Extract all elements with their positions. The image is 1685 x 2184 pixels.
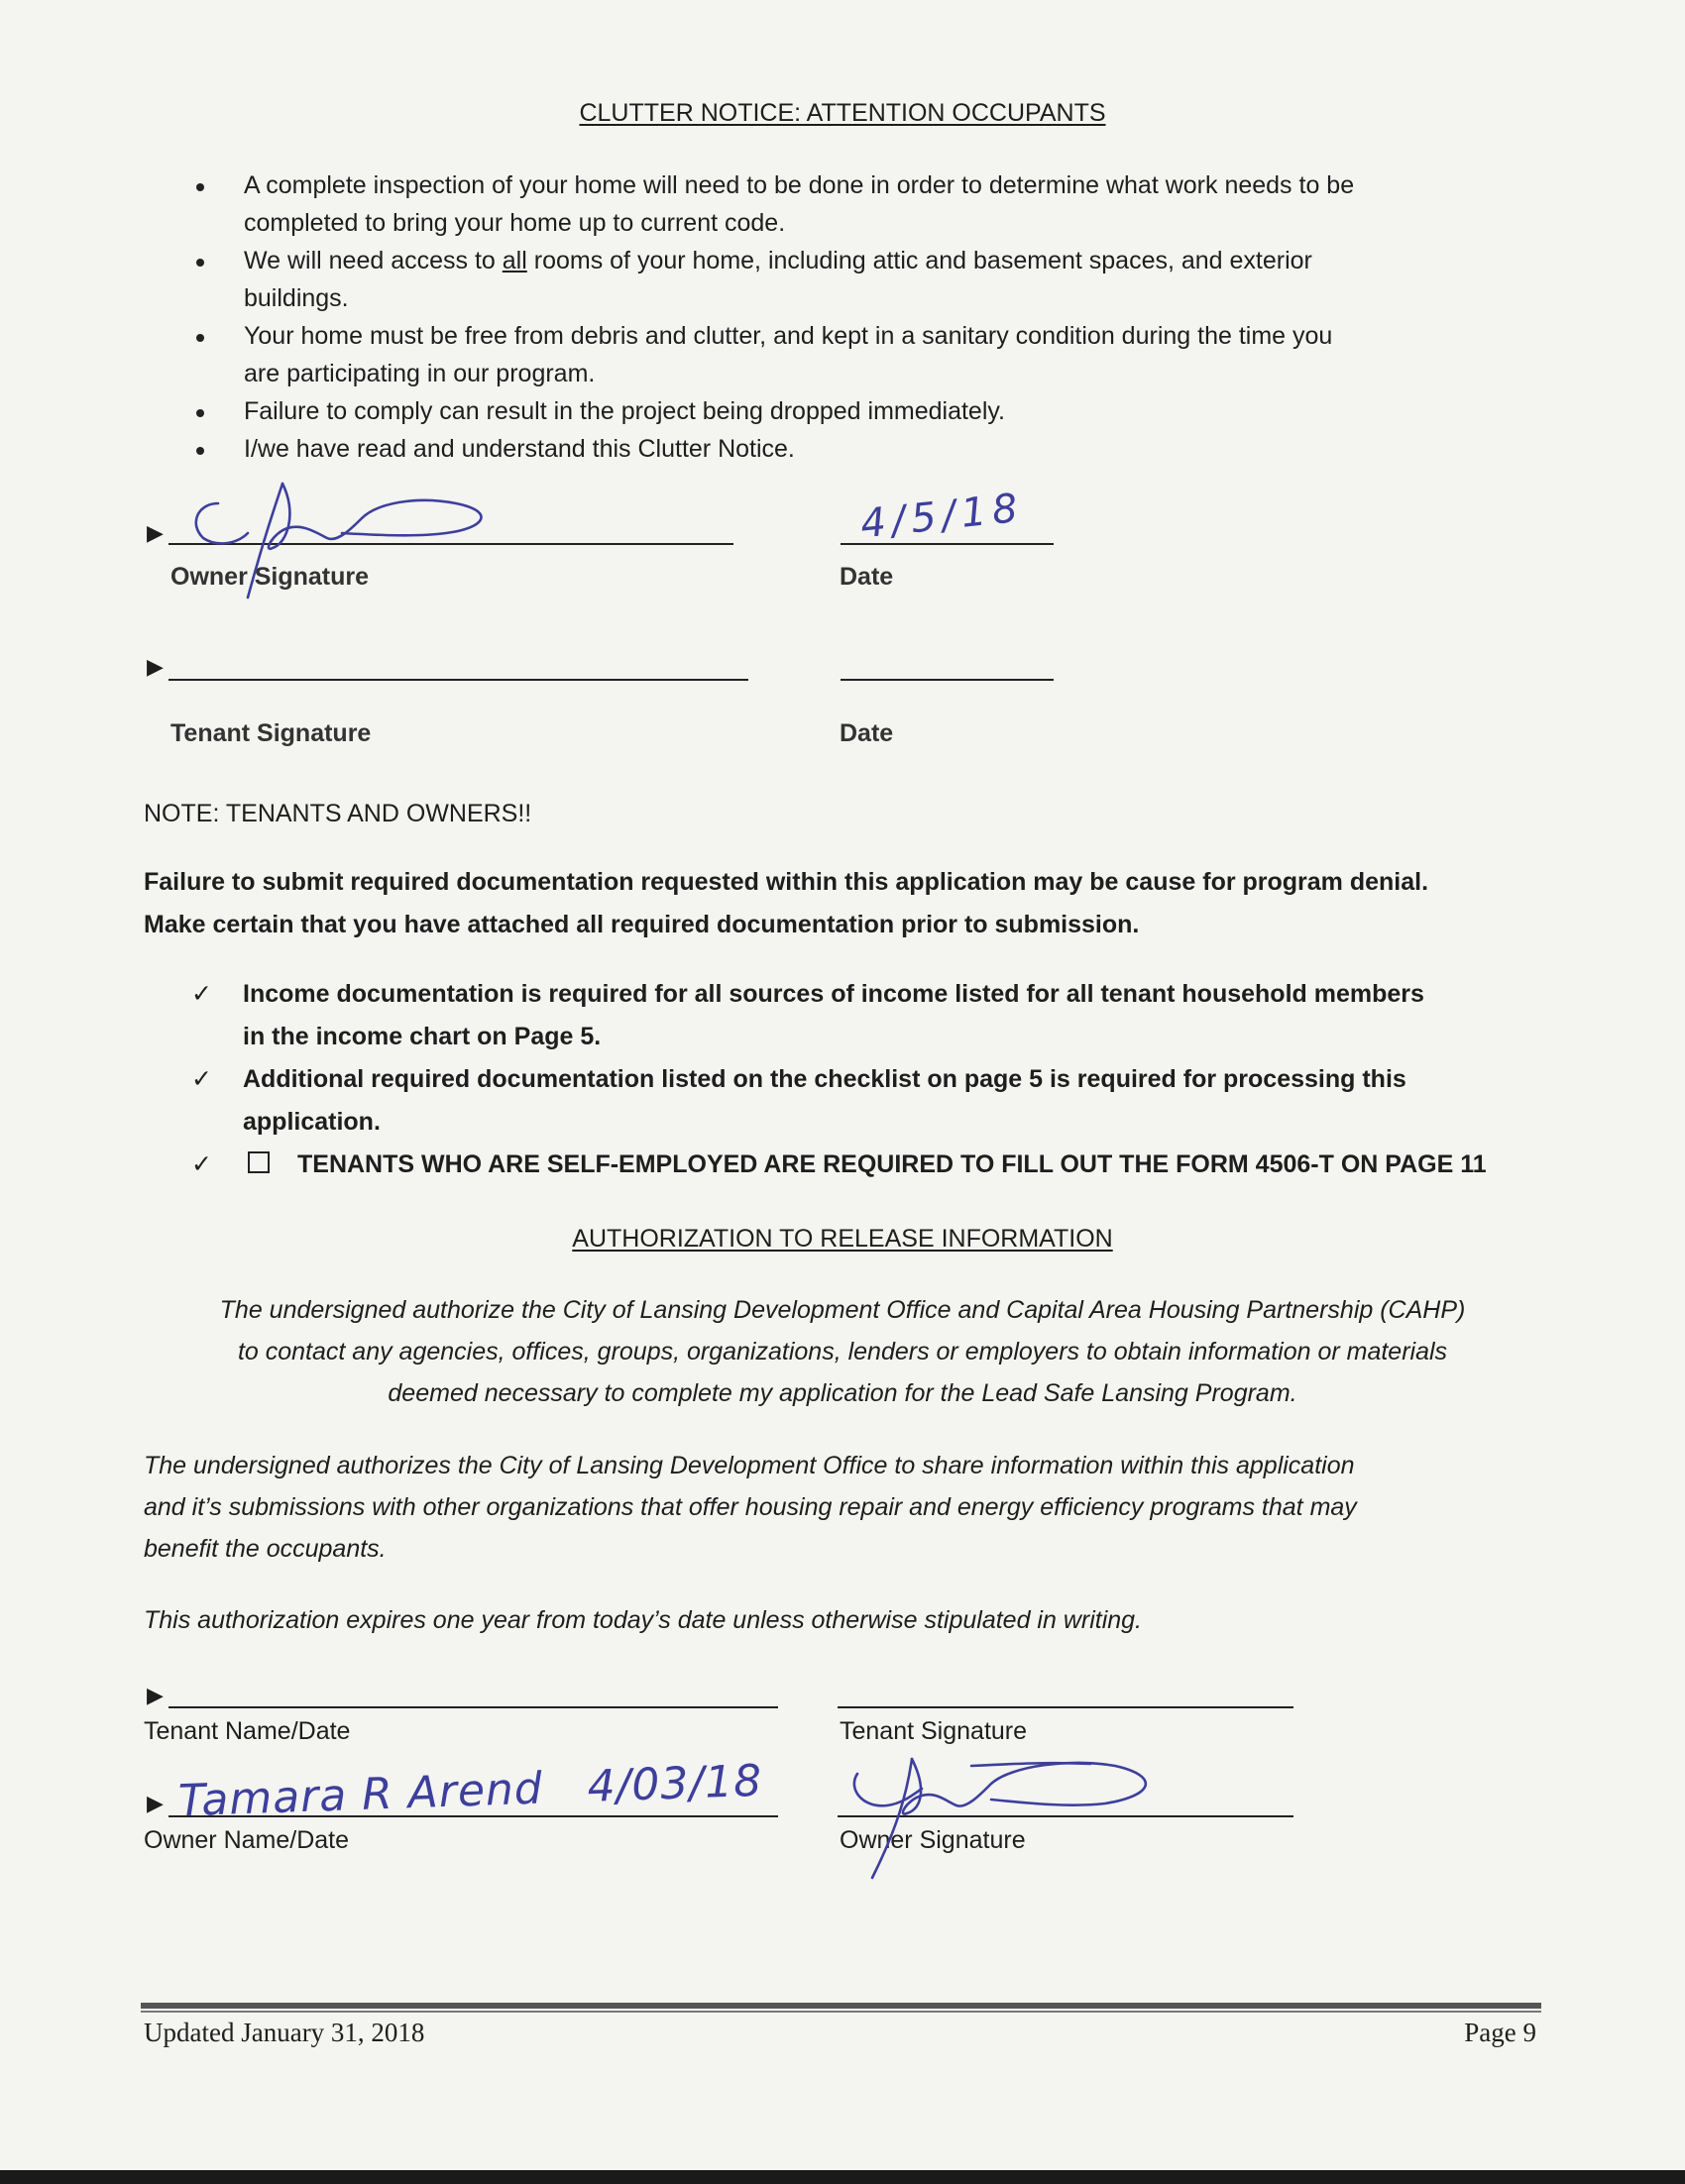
note-line-2: Make certain that you have attached all required documentation prior to submission.	[144, 911, 1140, 938]
authorization-paragraph-1: The undersigned authorize the City of Lansing Development Office and Capital Area Housing Partnership (CAHP) to contact any agencies, offices, groups, organizations, lenders or employers to obtain information or materials deemed necessary to complete my application for the Lead Safe Lansing Program.	[219, 1296, 1466, 1407]
authorization-paragraph-2: The undersigned authorizes the City of Lansing Development Office to share information within this application and it’s submissions with other organizations that offer housing repair and energy efficiency programs that may benefit the occupants.	[144, 1452, 1357, 1563]
owner-date-label: Date	[840, 563, 894, 591]
owner-signature-scribble-2	[842, 1734, 1170, 1883]
clutter-notice-title: CLUTTER NOTICE: ATTENTION OCCUPANTS	[579, 99, 1106, 127]
required-documents-list	[188, 973, 1556, 1186]
checkmark-icon: ✓	[191, 1065, 212, 1093]
footer-rule-thin	[141, 2011, 1541, 2013]
note-line-1: Failure to submit required documentation requested within this application may be cause for program denial.	[144, 868, 1429, 896]
tenant-name-date-line[interactable]	[168, 1706, 778, 1708]
list-item: Your home must be free from debris and clutter, and kept in a sanitary condition during the time you are participating in our program.	[188, 317, 1536, 392]
footer-rule	[141, 2003, 1541, 2009]
owner-date-handwritten: 4/5/18	[858, 485, 1026, 548]
arrow-marker-icon: ▶	[147, 520, 164, 545]
list-item: I/we have read and understand this Clutter Notice.	[188, 430, 1536, 468]
note-heading: NOTE: TENANTS AND OWNERS!!	[144, 800, 532, 827]
arrow-marker-icon: ▶	[147, 654, 164, 679]
footer-page-number: Page 9	[1464, 2018, 1536, 2047]
list-item: ✓ Income documentation is required for all sources of income listed for all tenant household members in the income chart on Page 5.	[188, 973, 1556, 1058]
tenant-signature-label: Tenant Signature	[170, 719, 372, 747]
owner-signature-scribble	[178, 474, 515, 602]
list-item: ✓ Additional required documentation listed on the checklist on page 5 is required for processing this application.	[188, 1058, 1556, 1144]
tenant-date-label: Date	[840, 719, 894, 747]
self-employed-checkbox[interactable]	[248, 1151, 270, 1173]
checkmark-icon: ✓	[191, 980, 212, 1008]
authorization-expiration: This authorization expires one year from today’s date unless otherwise stipulated in writing.	[144, 1606, 1143, 1634]
tenant-signature-line[interactable]	[168, 679, 748, 681]
arrow-marker-icon: ▶	[147, 1683, 164, 1707]
tenant-signature-label-2: Tenant Signature	[840, 1717, 1028, 1745]
list-item: We will need access to all rooms of your home, including attic and basement spaces, and exterior buildings.	[188, 242, 1536, 317]
list-item: A complete inspection of your home will need to be done in order to determine what work needs to be completed to bring your home up to current code.	[188, 166, 1536, 242]
checkmark-icon: ✓	[191, 1150, 212, 1178]
owner-signature-label: Owner Signature	[170, 563, 370, 591]
owner-signature-label-2: Owner Signature	[840, 1826, 1026, 1854]
tenant-date-line[interactable]	[841, 679, 1054, 681]
list-item: ✓ TENANTS WHO ARE SELF-EMPLOYED ARE REQUIRED TO FILL OUT THE FORM 4506-T ON PAGE 11	[188, 1144, 1556, 1186]
scan-bottom-edge	[0, 2170, 1685, 2184]
tenant-signature-line-2[interactable]	[838, 1706, 1293, 1708]
list-item: Failure to comply can result in the project being dropped immediately.	[188, 392, 1536, 430]
clutter-bullet-list	[188, 166, 1536, 468]
tenant-name-date-label: Tenant Name/Date	[144, 1717, 351, 1745]
owner-name-date-label: Owner Name/Date	[144, 1826, 350, 1854]
owner-name-date-handwritten: Tamara R Arend 4/03/18	[177, 1755, 764, 1827]
arrow-marker-icon: ▶	[147, 1791, 164, 1815]
footer-updated-date: Updated January 31, 2018	[144, 2018, 425, 2047]
authorization-title: AUTHORIZATION TO RELEASE INFORMATION	[572, 1225, 1113, 1253]
